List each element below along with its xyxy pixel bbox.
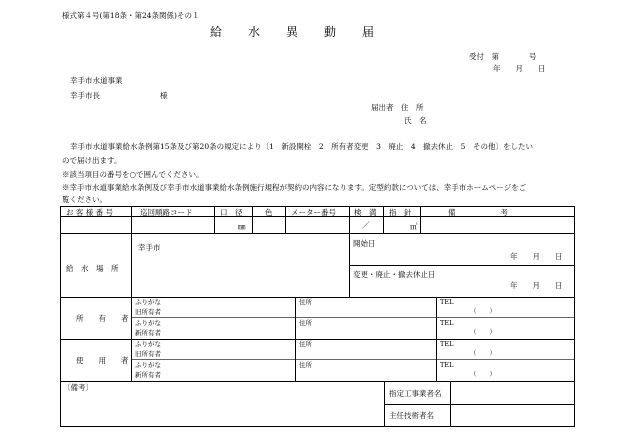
user-new-label: 新所有者 [135, 371, 161, 379]
caliber-header: 口 径 [220, 208, 243, 217]
user-label: 使 用 者 [76, 356, 129, 365]
note-circle: ※該当項目の番号を○で囲んでください。 [62, 170, 204, 179]
owner-new-tel-paren: （ ） [470, 328, 496, 336]
rule [131, 359, 575, 360]
rule [60, 233, 575, 234]
user-old-tel-paren: （ ） [470, 349, 496, 357]
rule [349, 206, 350, 233]
engineer-label: 主任技術者名 [389, 411, 434, 420]
user-new-tel-paren: （ ） [470, 370, 496, 378]
remarks-footer: 〔備考〕 [63, 383, 93, 392]
user-old-tel: TEL [440, 340, 454, 348]
user-new-tel: TEL [440, 361, 454, 369]
unit-m3: ㎥ [410, 222, 418, 231]
body-text-line2: ので届け出ます。 [62, 156, 122, 165]
owner-old-address: 住所 [299, 298, 312, 306]
receipt-date: 年 月 日 [493, 64, 546, 73]
supply-city: 幸手市 [138, 243, 161, 252]
owner-old-tel-paren: （ ） [470, 307, 496, 315]
contractor-label: 指定工事業者名 [389, 389, 442, 398]
rule [420, 206, 421, 233]
remarks-header: 備 考 [448, 208, 508, 217]
rule [131, 206, 132, 233]
reading-header: 指 針 [389, 208, 412, 217]
form-title: 給水異動届 [210, 25, 401, 39]
owner-new-address: 住所 [299, 319, 312, 327]
note-contract-cont: 覧ください。 [62, 195, 107, 204]
change-date-value: 年 月 日 [510, 281, 563, 290]
user-new-address: 住所 [299, 361, 312, 369]
unit-mm: ㎜ [238, 222, 246, 231]
rule [384, 381, 385, 427]
owner-old-furigana: ふりがな [135, 298, 161, 306]
receipt-number: 受付 第 号 [469, 52, 537, 61]
rule [349, 265, 575, 266]
rule [131, 233, 132, 381]
owner-new-tel: TEL [440, 319, 454, 327]
owner-label: 所 有 者 [76, 314, 129, 323]
route-code-header: 巡回順路コード [140, 208, 193, 217]
supply-location-label: 給 水 場 所 [66, 264, 119, 273]
meter-number-header: メーター番号 [291, 208, 336, 217]
note-contract: ※幸手市水道事業給水条例及び幸手市水道事業給水条例施行規程が契約の内容になります。定型約款については、幸手市ホームページをご [62, 183, 527, 192]
rule [349, 233, 350, 297]
form-id: 様式第４号(第18条・第24条関係)その１ [62, 11, 200, 20]
rule [436, 297, 437, 381]
start-date-value: 年 月 日 [510, 252, 563, 261]
user-old-label: 旧所有者 [135, 350, 161, 358]
color-header: 色 [265, 208, 273, 217]
rule [252, 206, 253, 233]
rule [285, 206, 286, 233]
customer-number-header: お 客 様 番 号 [66, 208, 114, 217]
addressee-mayor: 幸手市長 様 [70, 91, 168, 100]
owner-new-label: 新所有者 [135, 329, 161, 337]
owner-new-furigana: ふりがな [135, 319, 161, 327]
rule [295, 297, 296, 381]
addressee-org: 幸手市水道事業 [70, 76, 123, 85]
rule [60, 381, 575, 382]
applicant-name-label: 氏 名 [404, 116, 427, 125]
user-old-address: 住所 [299, 340, 312, 348]
date-slash: ／ [362, 221, 370, 230]
rule [383, 206, 384, 233]
owner-old-label: 旧所有者 [135, 308, 161, 316]
inspection-header: 検 満 [354, 208, 377, 217]
body-text-line1: 幸手市水道事業給水条例第15条及び第20条の規定により〔1 新設開栓 2 所有者変更 3 廃止 4 撤去休止 5 その他〕をしたい [70, 142, 533, 151]
user-old-furigana: ふりがな [135, 340, 161, 348]
change-date-label: 変更・廃止・撤去休止日 [353, 270, 436, 279]
rule [214, 206, 215, 233]
owner-old-tel: TEL [440, 298, 454, 306]
start-date-label: 開始日 [353, 239, 376, 248]
applicant-address-label: 届出者 住 所 [371, 103, 424, 112]
user-new-furigana: ふりがな [135, 361, 161, 369]
rule [131, 317, 575, 318]
rule [384, 404, 575, 405]
rule [450, 381, 451, 427]
